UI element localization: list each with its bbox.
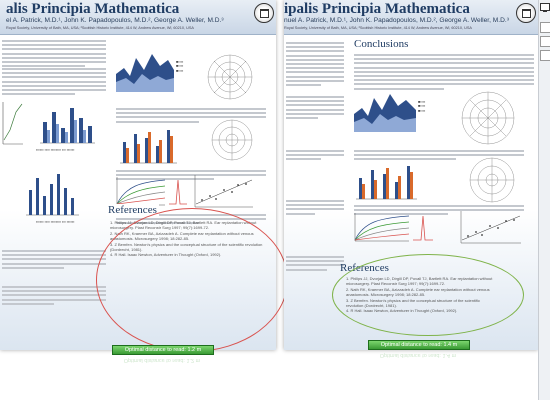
reference-item: 2. Nath RK, Kraemer BA, Azizzadeh A. Complete ear replantation without venous anastomosis. Microsurgery 1998; 18:282-85. xyxy=(346,286,490,298)
side-panel-item[interactable] xyxy=(540,50,550,61)
bar-chart-figure xyxy=(38,102,96,144)
conclusions-heading: Conclusions xyxy=(354,38,409,50)
line-chart-figure xyxy=(2,100,24,145)
bar-chart-figure xyxy=(24,170,80,216)
references-heading: References xyxy=(108,204,157,216)
poster-authors: nuel A. Patrick, M.D.¹, John K. Papadopoulos, M.D.², George A. Weller, M.D.³ xyxy=(284,17,509,24)
poster-affiliation: Royal Society, University of Bath, MA, USA; ²Scottish Historic Institute, 414 W, Andrew Avenue, Wl, 60210, USA xyxy=(284,26,472,30)
peak-chart-figure xyxy=(412,212,434,242)
body-text xyxy=(2,250,106,271)
curve-chart-figure xyxy=(354,212,410,242)
highlight-ellipse-green xyxy=(332,254,524,336)
body-text xyxy=(286,96,344,121)
reference-item: 1. Philips JJ, Dvorjan LD, Dirgill DP, Povall TJ, Bartlett RA. Ear replantation without microsurgery. Plast Reconstr Surg 1997; 99(7):1699-72. xyxy=(346,276,493,287)
poster-title: alis Principia Mathematica xyxy=(6,1,180,17)
scatter-chart-figure xyxy=(460,210,522,244)
curve-chart-figure xyxy=(116,176,166,206)
distance-indicator-reflection: Optimal distance to read: 1.4 m xyxy=(379,352,457,358)
reference-item: 4. R Hall. Isaac Newton, Adventurer in Thought (Oxford, 1992). xyxy=(346,308,458,314)
reference-item: 2. Nath RK, Kraemer BA, Azizzadeh A. Complete ear replantation without venous anastomosis. Microsurgery 1998; 18:282-85. xyxy=(110,230,254,242)
poster-title: ipalis Principia Mathematica xyxy=(284,1,470,17)
figure-legend: ■▪▪▪▪ ■▪▪▪▪ ■▪▪▪▪ xyxy=(176,60,184,73)
area-chart-figure xyxy=(354,90,416,132)
side-panel-item[interactable] xyxy=(540,36,550,47)
distance-indicator: Optimal distance to read: 1.2 m xyxy=(112,345,214,355)
bar-chart-figure xyxy=(354,160,418,200)
body-text xyxy=(2,286,106,307)
university-seal-icon xyxy=(516,3,536,23)
university-seal-icon xyxy=(254,3,274,23)
body-text xyxy=(2,40,106,69)
figure-legend: ■▪▪▪▪ ■▪▪▪▪ ■▪▪▪▪ xyxy=(418,100,426,113)
scatter-chart-figure xyxy=(194,174,254,208)
area-chart-figure xyxy=(116,50,174,92)
distance-indicator: Optimal distance to read: 1.4 m xyxy=(368,340,470,350)
body-text xyxy=(2,68,106,97)
figure-caption: ▪▪▪▪▪▪ ▪▪▪▪ ▪▪▪▪▪▪▪▪ ▪▪▪ ▪▪▪▪▪▪ xyxy=(36,148,75,152)
side-panel-item[interactable] xyxy=(540,22,550,33)
poster-authors: el A. Patrick, M.D.¹, John K. Papadopoulos, M.D.², George A. Weller, M.D.³ xyxy=(6,17,224,24)
reference-item: 1. Philips JJ, Dvorjan LD, Dirgill DP, Povall TJ, Bartlett RA. Ear replantation without microsurgery. Plast Reconstr Surg 1997; 99(7):1699-72. xyxy=(110,220,257,231)
body-text xyxy=(286,150,344,163)
body-text xyxy=(286,42,344,88)
polar-chart-figure xyxy=(205,52,255,102)
poster-affiliation: Royal Society, University of Bath, MA, USA; ²Scottish Historic Institute, 414 W, Andrew Avenue, Wl, 60210, USA xyxy=(6,26,194,30)
peak-chart-figure xyxy=(168,176,188,206)
polar-chart-figure xyxy=(210,118,254,162)
reference-item: 3. Z Bemfen. Newton's physics and the conceptual structure of the scientific revolution (Dordrecht, 1981). xyxy=(346,297,480,309)
body-text xyxy=(286,256,344,273)
bar-chart-figure xyxy=(118,124,178,164)
poster-header xyxy=(284,0,538,35)
polar-chart-figure xyxy=(460,90,516,146)
reference-item: 4. R Hall. Isaac Newton, Adventurer in Thought (Oxford, 1992). xyxy=(110,252,222,258)
polar-chart-figure xyxy=(468,156,516,204)
monitor-icon[interactable] xyxy=(540,3,550,11)
distance-indicator-reflection: Optimal distance to read: 1.2 m xyxy=(123,357,201,363)
figure-caption: ▪▪▪▪▪▪ ▪▪▪▪ ▪▪▪▪▪▪▪▪ ▪▪▪ ▪▪▪▪▪▪ xyxy=(36,220,75,224)
highlight-ellipse-red xyxy=(96,208,288,352)
poster-header xyxy=(0,0,276,35)
reference-item: 3. Z Bemfen. Newton's physics and the conceptual structure of the scientific revolution (Dordrecht, 1981). xyxy=(110,241,263,253)
conclusions-text xyxy=(354,54,534,92)
references-heading: References xyxy=(340,262,389,274)
body-text xyxy=(286,200,344,217)
